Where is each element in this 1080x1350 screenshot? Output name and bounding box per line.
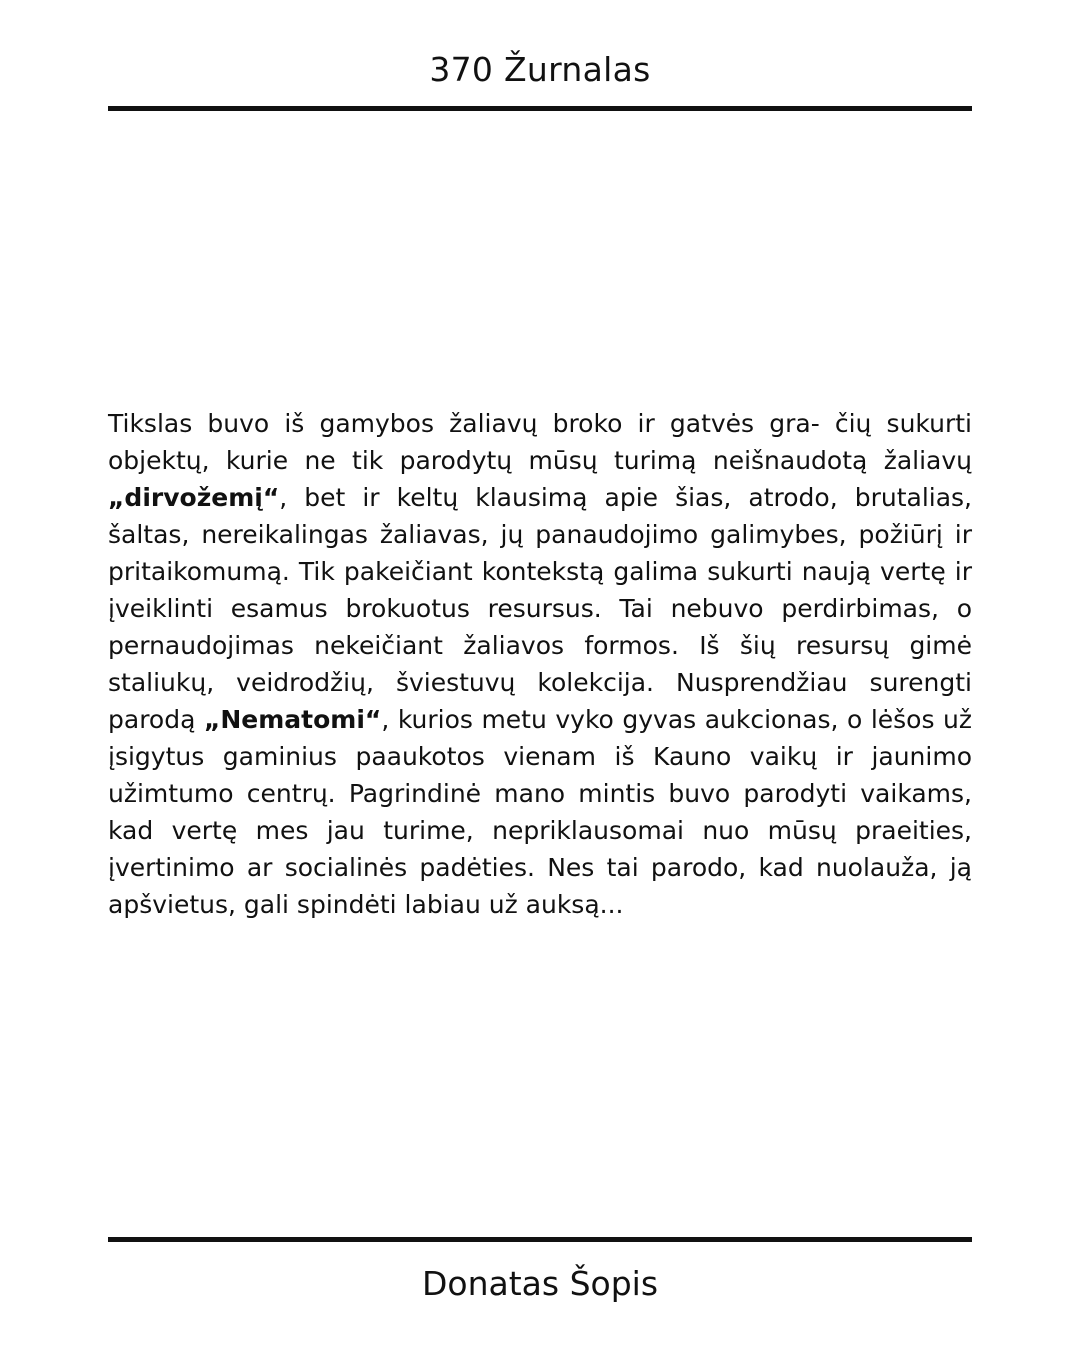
article-text-part-1: Tikslas buvo iš gamybos žaliavų broko ir gatvės gra- čių sukurti objektų, kurie ne tik parodytų mūsų turimą neišnaudotą žaliavų bbox=[108, 409, 972, 475]
bottom-divider bbox=[108, 1237, 972, 1242]
article-text-part-2: , bet ir keltų klausimą apie šias, atrodo, brutalias, šaltas, nereikalingas žaliavas, jų panaudojimo galimybes, požiūrį ir pritaikomumą. Tik pakeičiant kontekstą galima sukurti naują vertę ir įveiklinti esamus brokuotus resursus. Tai nebuvo perdirbimas, o pernaudojimas nekeičiant žaliavos formos. Iš šių resursų gimė staliukų, veidrodžių, šviestuvų kolekcija. Nusprendžiau surengti parodą bbox=[108, 483, 972, 734]
highlight-nematomi: „Nematomi“ bbox=[203, 705, 382, 734]
article-body bbox=[108, 405, 972, 923]
magazine-title: 370 Žurnalas bbox=[429, 50, 651, 89]
highlight-dirvozemi: „dirvožemį“ bbox=[108, 483, 280, 512]
top-divider bbox=[108, 106, 972, 111]
author-name: Donatas Šopis bbox=[421, 1264, 659, 1303]
article-text-part-3: , kurios metu vyko gyvas aukcionas, o lėšos už įsigytus gaminius paaukotos vienam iš Kauno vaikų ir jaunimo užimtumo centrų. Pagrindinė mano mintis buvo parodyti vaikams, kad vertę mes jau turime, nepriklausomai nuo mūsų praeities, įvertinimo ar socialinės padėties. Nes tai parodo, kad nuolauža, ją apšvietus, gali spindėti labiau už auksą... bbox=[108, 705, 972, 919]
